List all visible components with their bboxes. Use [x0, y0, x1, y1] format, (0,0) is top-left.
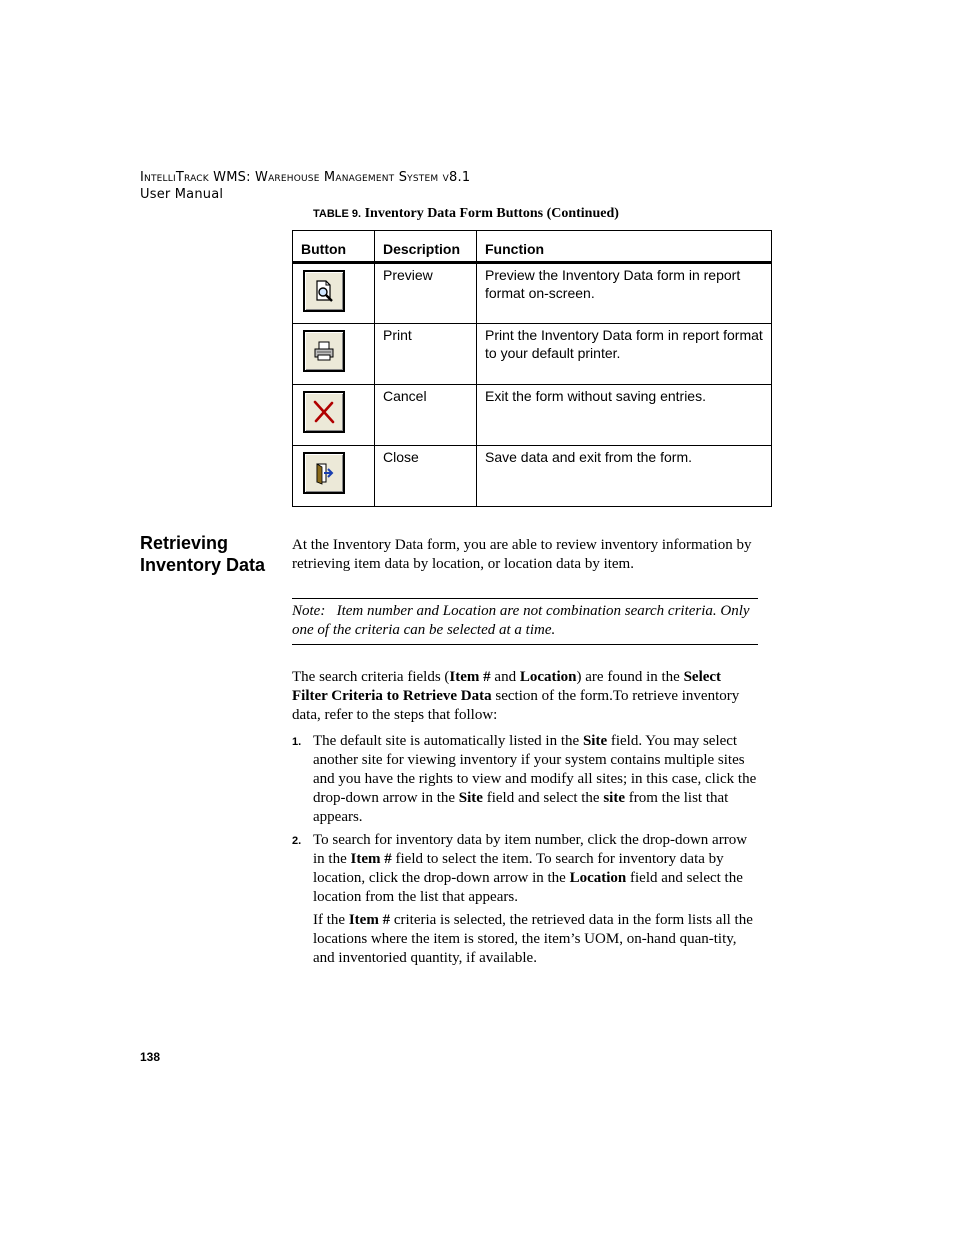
bold-term: Location [519, 669, 577, 685]
table-row [293, 385, 772, 446]
running-header-title: IntelliTrack WMS: Warehouse Management System v8.1 [140, 170, 471, 185]
print-icon [311, 338, 337, 364]
criteria-paragraph [292, 668, 758, 725]
bold-term: Location [569, 870, 627, 886]
cancel-button [303, 391, 345, 433]
table-caption-label: TABLE 9. [313, 208, 362, 220]
text-run: field and select the [482, 790, 604, 806]
bold-term: Item # [348, 912, 391, 928]
description-cell: Close [375, 446, 477, 507]
text-run: field and select the location from the list that appears. [313, 870, 743, 905]
list-item [292, 732, 758, 827]
bold-term: Select Filter Criteria to Retrieve Data [292, 669, 722, 704]
text-run: The search criteria fields ( [292, 669, 450, 685]
note-label: Note: [292, 603, 326, 619]
step-number: 2. [292, 835, 302, 847]
text-run: To search for inventory data by item number, click the drop-down arrow in the [313, 832, 748, 867]
step2-followup-paragraph [292, 911, 758, 968]
text-run: The default site is automatically listed in the [313, 733, 583, 749]
table-row [293, 263, 772, 324]
intro-paragraph: At the Inventory Data form, you are able to review inventory information by retrieving item data by location, or location data by item. [292, 537, 752, 572]
step-number: 1. [292, 736, 302, 748]
section-heading-line1: Retrieving [140, 533, 229, 553]
button-cell [293, 446, 375, 507]
description-cell: Cancel [375, 385, 477, 446]
text-run: field to select the item. To search for inventory data by location, click the drop-down arrow in the [313, 851, 724, 886]
page-number: 138 [140, 1050, 161, 1064]
note-box [292, 598, 758, 645]
section-heading-line2: Inventory Data [140, 555, 266, 575]
text-run: from the list that appears. [313, 790, 729, 825]
text-run: ) are found in the [576, 669, 684, 685]
function-cell: Print the Inventory Data form in report format to your default printer. [477, 324, 772, 385]
bold-term: Item # [350, 851, 392, 867]
close-button [303, 452, 345, 494]
note-text: Item number and Location are not combination search criteria. Only one of the criteria can be selected at a time. [292, 603, 750, 638]
running-header-subtitle: User Manual [140, 187, 224, 202]
table-row [293, 324, 772, 385]
function-cell: Exit the form without saving entries. [477, 385, 772, 446]
preview-button [303, 270, 345, 312]
table-caption [313, 206, 619, 222]
function-cell: Preview the Inventory Data form in report format on-screen. [477, 263, 772, 324]
bold-term: Site [582, 733, 608, 749]
bold-term: site [603, 790, 626, 806]
section-heading [140, 532, 265, 576]
column-header-function: Function [477, 231, 772, 263]
text-run: criteria is selected, the retrieved data in the form lists all the locations where the item is stored, the item’s UOM, on-hand quan-tity, and inventoried quantity, if available. [313, 912, 753, 966]
cancel-icon [310, 398, 338, 426]
print-button [303, 330, 345, 372]
preview-icon [311, 278, 337, 304]
button-cell [293, 324, 375, 385]
text-run: field. You may select another site for viewing inventory if your system contains multiple sites and you have the rights to view and modify all sites; in this case, click the drop-down arrow in the [313, 733, 757, 806]
button-cell [293, 263, 375, 324]
close-door-icon [311, 460, 337, 486]
text-run: If the [313, 912, 349, 928]
steps-list [292, 732, 758, 968]
buttons-table [292, 230, 772, 507]
bold-term: Item # [449, 669, 491, 685]
description-cell: Print [375, 324, 477, 385]
column-header-button: Button [293, 231, 375, 263]
function-cell: Save data and exit from the form. [477, 446, 772, 507]
button-cell [293, 385, 375, 446]
table-row [293, 446, 772, 507]
list-item [292, 831, 758, 907]
table-caption-text: Inventory Data Form Buttons (Continued) [364, 206, 619, 221]
text-run: section of the form.To retrieve inventory data, refer to the steps that follow: [292, 688, 740, 723]
text-run: and [490, 669, 520, 685]
column-header-description: Description [375, 231, 477, 263]
table-header-row [293, 231, 772, 263]
description-cell: Preview [375, 263, 477, 324]
bold-term: Site [458, 790, 483, 806]
